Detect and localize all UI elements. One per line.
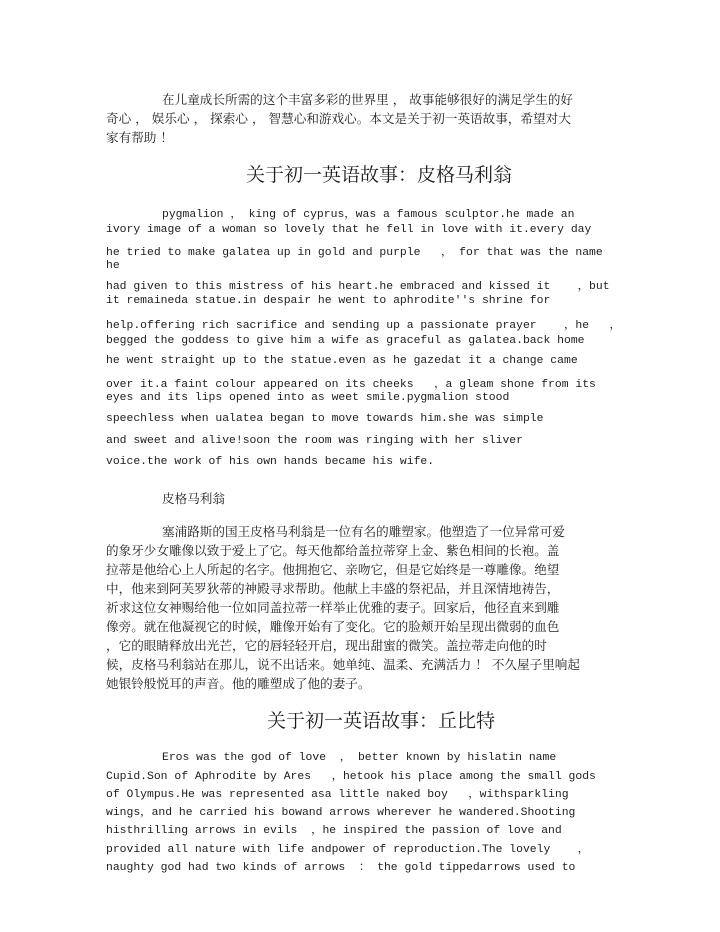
s2-en-line-7: naughty god had two kinds of arrows ： the gold tippedarrows used to [106, 862, 576, 874]
intro-line-3: 家有帮助 ！ [106, 130, 173, 145]
s1-en-line-12: speechless when ualatea began to move towards him.she was simple [106, 413, 544, 425]
s1-en-line-7: help.offering rich sacrifice and sending up a passionate prayer ，he ， [106, 320, 621, 332]
intro-line-2: 奇心 ， 娱乐心 ， 探索心 ， 智慧心和游戏心。本文是关于初一英语故事，希望对大 [106, 111, 571, 126]
s1-en-line-11: eyes and its lips opened into as weet smile.pygmalion stood [106, 392, 510, 404]
s1-cn-line-3: 拉蒂是他给心上人所起的名字。他拥抱它、亲吻它，但是它始终是一尊雕像。绝望 [106, 562, 560, 577]
s2-en-line-1: Eros was the god of love ， better known by hislatin name [162, 752, 557, 764]
section1-heading: 关于初一英语故事：皮格马利翁 [246, 164, 513, 186]
s1-en-line-9: he went straight up to the statue.even as he gazedat it a change came [106, 355, 578, 367]
s1-cn-line-9: 她银铃般悦耳的声音。他的雕塑成了他的妻子。 [106, 676, 371, 691]
s1-en-line-2: ivory image of a woman so lovely that he fell in love with it.every day [106, 224, 592, 236]
s1-en-line-3: he tried to make galatea up in gold and purple ， for that was the name [106, 247, 603, 259]
s1-cn-line-2: 的象牙少女雕像以致于爱上了它。每天他都给盖拉蒂穿上金、紫色相间的长袍。盖 [106, 543, 560, 558]
s1-en-line-5: had given to this mistress of his heart.he embraced and kissed it ，but [106, 281, 610, 293]
s2-en-line-3: of Olympus.He was represented asa little naked boy ，withsparkling [106, 789, 569, 801]
s2-en-line-2: Cupid.Son of Aphrodite by Ares ，hetook his place among the small gods [106, 771, 596, 783]
section1-subheading: 皮格马利翁 [162, 491, 225, 506]
s1-cn-line-5: 祈求这位女神赐给他一位如同盖拉蒂一样举止优雅的妻子。回家后，他径直来到雕 [106, 600, 560, 615]
s1-cn-line-7: ，它的眼睛释放出光芒，它的唇轻轻开启，现出甜蜜的微笑。盖拉蒂走向他的时 [106, 638, 547, 653]
s2-en-line-6: provided all nature with life andpower of reproduction.The lovely ， [106, 844, 590, 856]
s1-cn-line-4: 中，他来到阿芙罗狄蒂的神殿寻求帮助。他献上丰盛的祭祀品，并且深情地祷告， [106, 581, 560, 596]
s2-en-line-5: histhrilling arrows in evils ，he inspired the passion of love and [106, 825, 562, 837]
s1-en-line-6: it remaineda statue.in despair he went to aphrodite''s shrine for [106, 295, 551, 307]
s1-en-line-1: pygmalion ， king of cyprus，was a famous sculptor.he made an [162, 209, 575, 221]
s1-en-line-14: voice.the work of his own hands became his wife. [106, 456, 435, 468]
intro-line-1: 在儿童成长所需的这个丰富多彩的世界里 ， 故事能够很好的满足学生的好 [162, 92, 574, 107]
s2-en-line-4: wings，and he carried his bowand arrows wherever he wandered.Shooting [106, 807, 576, 819]
s1-en-line-13: and sweet and alive!soon the room was ringing with her sliver [106, 435, 523, 447]
section2-heading: 关于初一英语故事：丘比特 [267, 710, 496, 732]
s1-cn-line-8: 候，皮格马利翁站在那儿，说不出话来。她单纯、温柔、充满活力 ！ 不久屋子里响起 [106, 657, 580, 672]
s1-cn-line-6: 像旁。就在他凝视它的时候，雕像开始有了变化。它的脸颊开始呈现出微弱的血色 [106, 619, 560, 634]
s1-en-line-4: he [106, 260, 120, 272]
s1-cn-line-1: 塞浦路斯的国王皮格马利翁是一位有名的雕塑家。他塑造了一位异常可爱 [162, 524, 565, 539]
s1-en-line-10: over it.a faint colour appeared on its cheeks ，a gleam shone from its [106, 379, 596, 391]
s1-en-line-8: begged the goddess to give him a wife as graceful as galatea.back home [106, 335, 585, 347]
